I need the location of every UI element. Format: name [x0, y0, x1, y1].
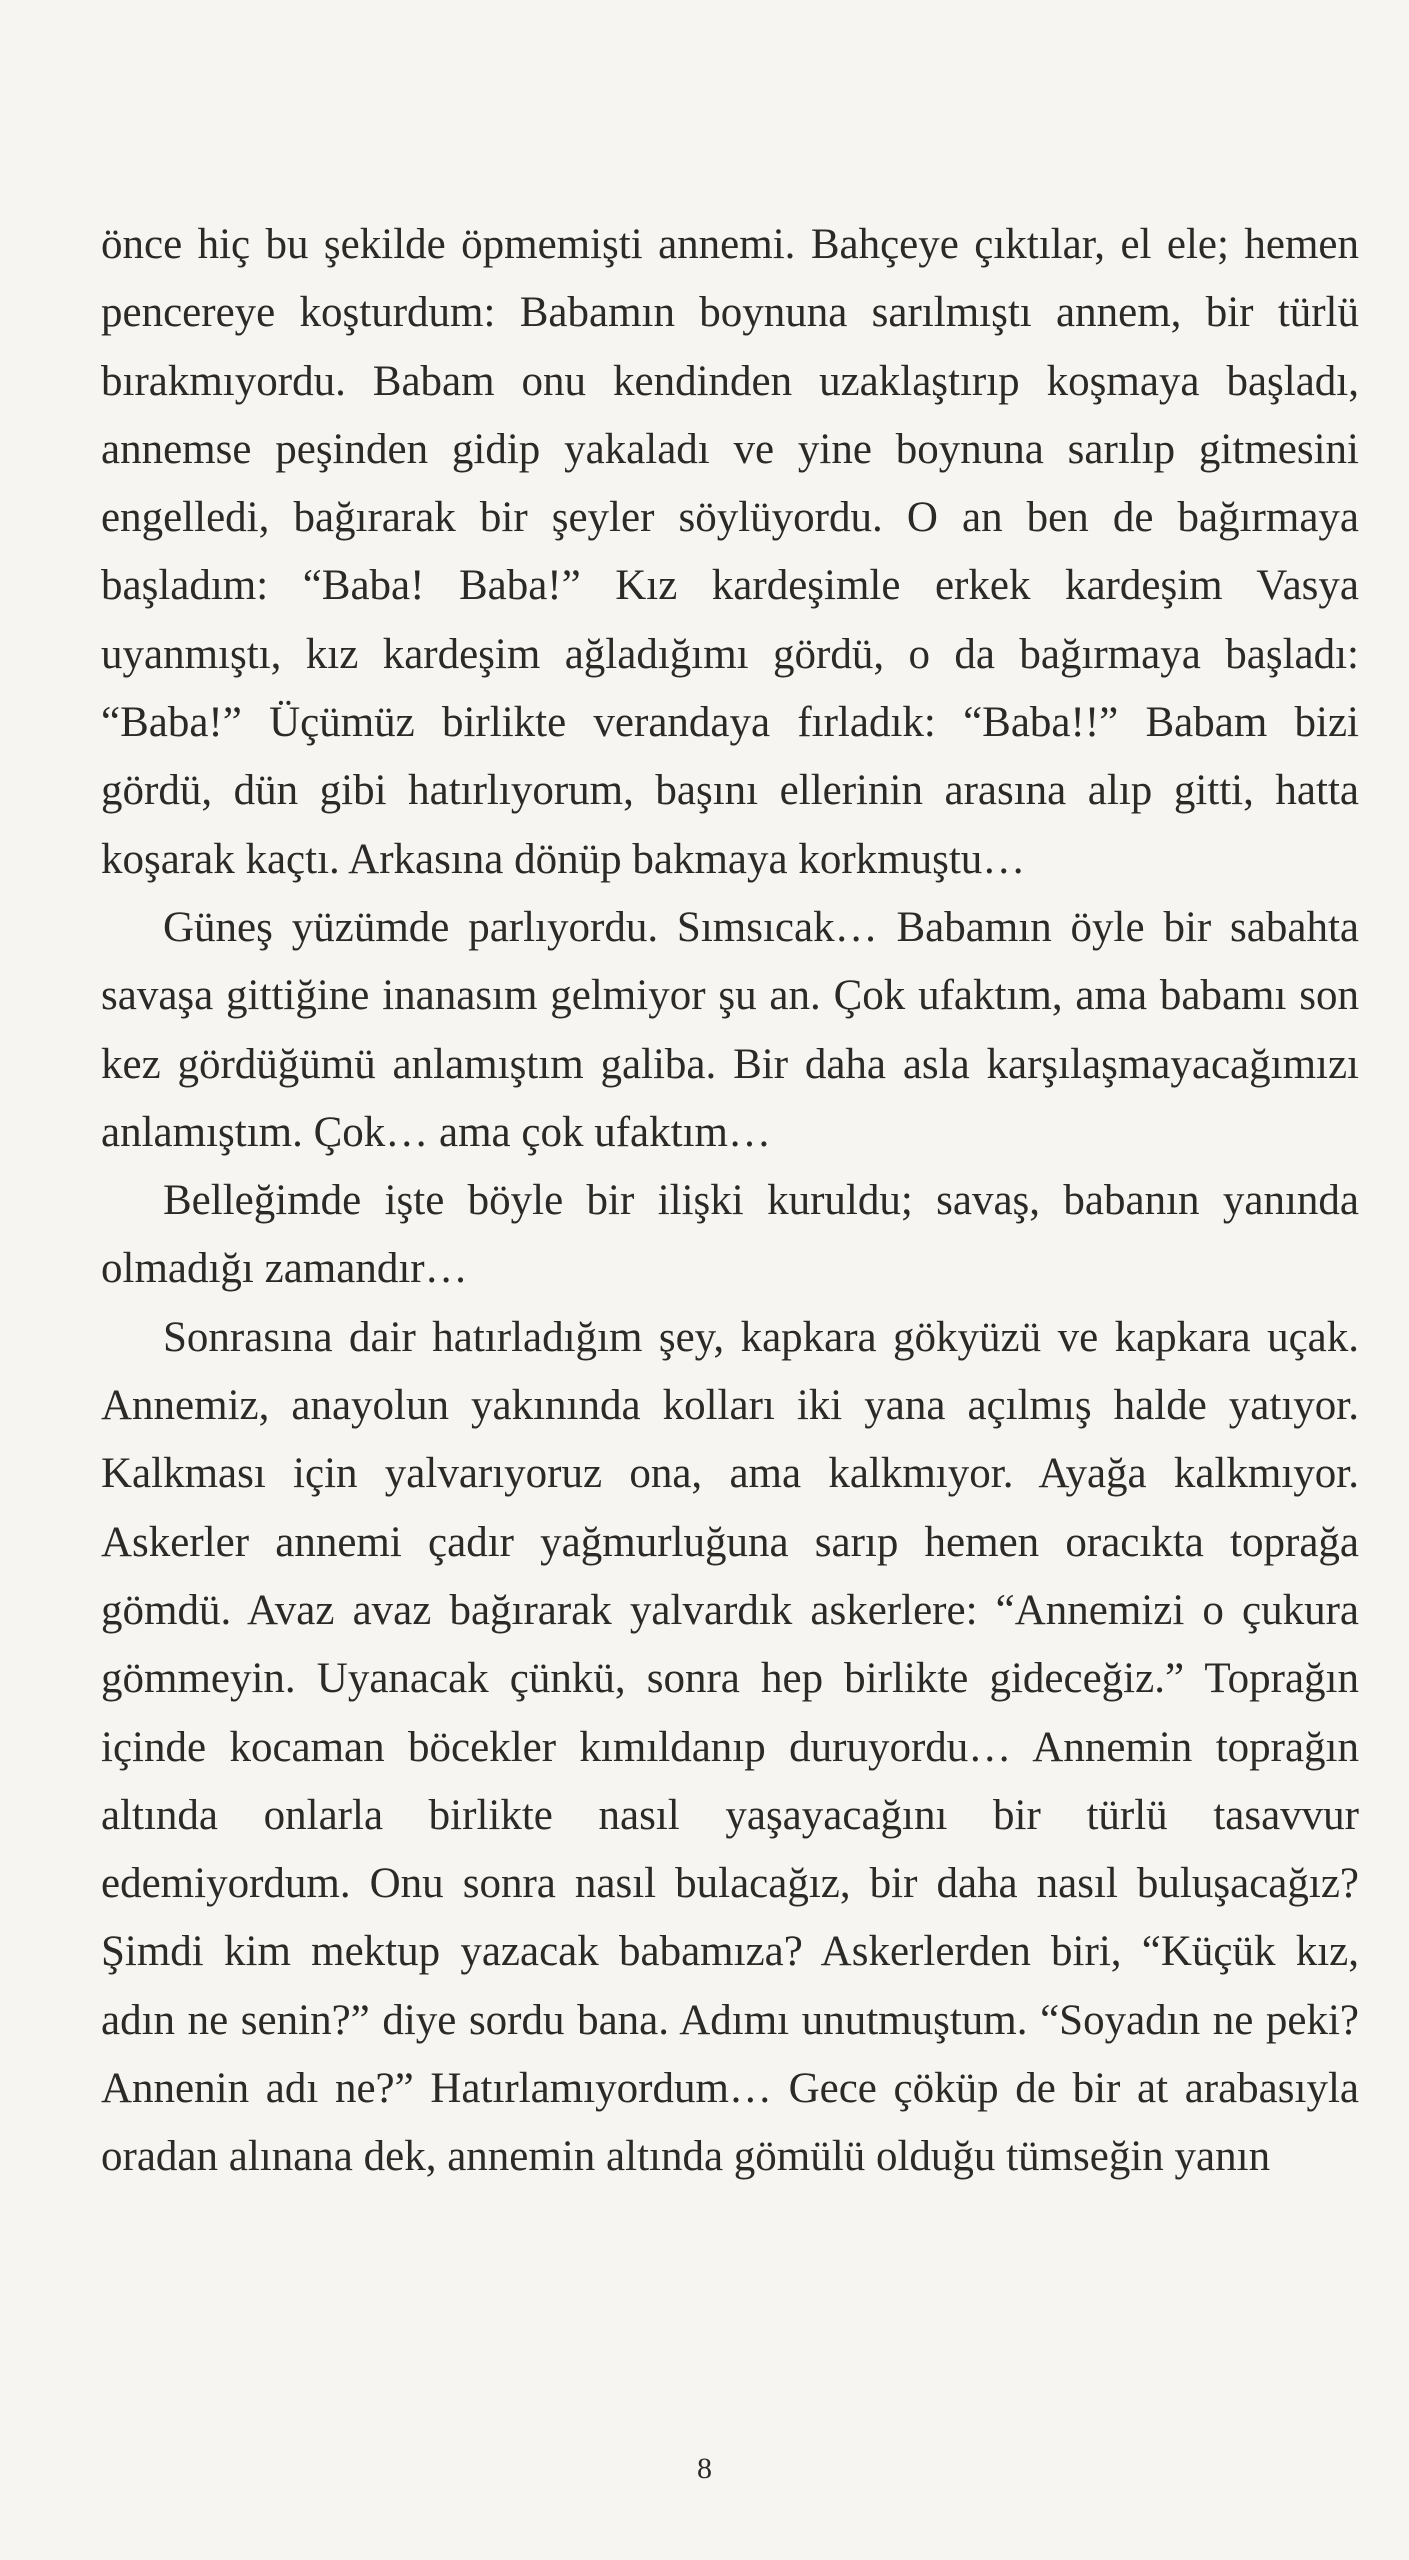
body-text: [101, 211, 1359, 2192]
paragraph-3: Belleğimde işte böyle bir ilişki kuruldu; savaş, babanın yanında olmadığı zamandır…: [101, 1177, 1359, 1293]
page-number: 8: [697, 2452, 712, 2485]
paragraph-4: Sonrasına dair hatırladığım şey, kapkara gökyüzü ve kapkara uçak. Annemiz, anayolun yakınında kolları iki yana açılmış halde yatıyor. Kalkması için yalvarıyoruz ona, ama kalkmıyor. Ayağa kalkmıyor. Askerler annemi çadır yağmurluğuna sarıp hemen oracıkta toprağa gömdü. Avaz avaz bağırarak yalvardık askerlere: “Annemizi o çukura gömmeyin. Uyanacak çünkü, sonra hep birlikte gideceğiz.” Toprağın içinde kocaman böcekler kımıldanıp duruyordu… Annemin toprağın altında onlarla birlikte nasıl yaşayacağını bir türlü tasavvur edemiyordum. Onu sonra nasıl bulacağız, bir daha nasıl buluşacağız? Şimdi kim mektup yazacak babamıza? Askerlerden biri, “Küçük kız, adın ne senin?” diye sordu bana. Adımı unutmuştum. “Soyadın ne peki? Annenin adı ne?” Hatırlamıyordum… Gece çöküp de bir at arabasıyla oradan alınana dek, annemin altında gömülü olduğu tümseğin yanın: [101, 1313, 1359, 2181]
paragraph-2: Güneş yüzümde parlıyordu. Sımsıcak… Babamın öyle bir sabahta savaşa gittiğine inanasım gelmiyor şu an. Çok ufaktım, ama babamı son kez gördüğümü anlamıştım galiba. Bir daha asla karşılaşmayacağımızı anlamıştım. Çok… ama çok ufaktım…: [101, 903, 1359, 1156]
paragraph-1: önce hiç bu şekilde öpmemişti annemi. Bahçeye çıktılar, el ele; hemen pencereye koşturdum: Babamın boynuna sarılmıştı annem, bir türlü bırakmıyordu. Babam onu kendinden uzaklaştırıp koşmaya başladı, annemse peşinden gidip yakaladı ve yine boynuna sarılıp gitmesini engelledi, bağırarak bir şeyler söylüyordu. O an ben de bağırmaya başladım: “Baba! Baba!” Kız kardeşimle erkek kardeşim Vasya uyanmıştı, kız kardeşim ağladığımı gördü, o da bağırmaya başladı: “Baba!” Üçümüz birlikte verandaya fırladık: “Baba!!” Babam bizi gördü, dün gibi hatırlıyorum, başını ellerinin arasına alıp gitti, hatta koşarak kaçtı. Arkasına dönüp bakmaya korkmuştu…: [101, 221, 1359, 883]
